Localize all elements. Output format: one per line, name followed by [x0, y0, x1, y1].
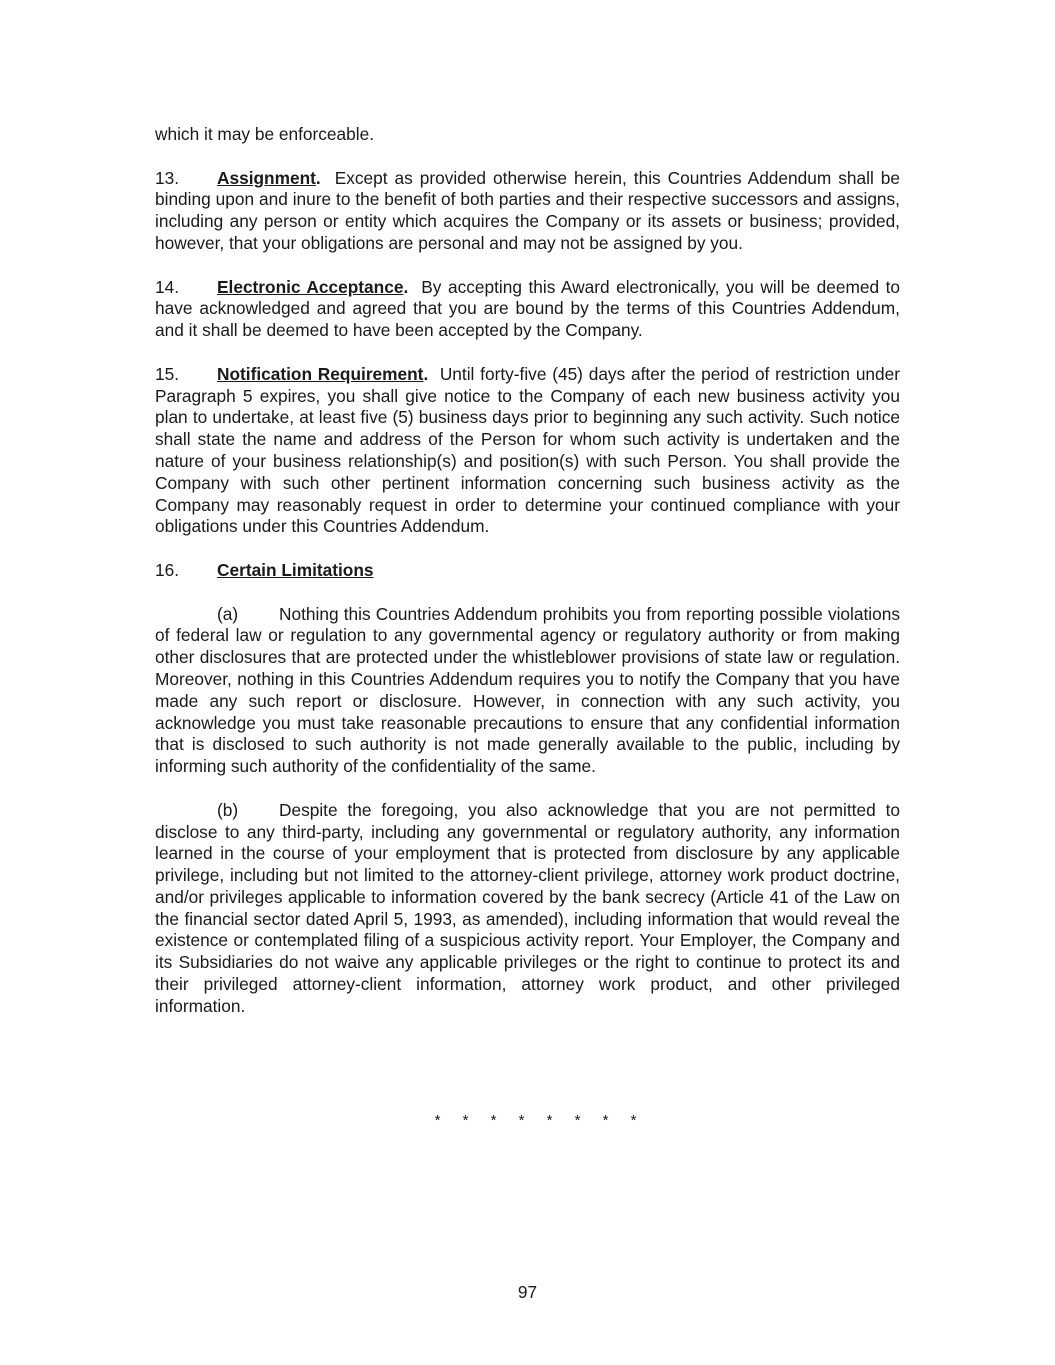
subsection-label: (a)	[217, 603, 239, 624]
section-text: Except as provided otherwise herein, this Countries Addendum shall be binding upon and inure to the benefit of both parties and their respective successors and assigns, including any person or entity which acquires the Company or its assets or business; provided, however, that your obligations are personal and may not be assigned by you.	[155, 167, 900, 253]
section-text: Until forty-five (45) days after the period of restriction under Paragraph 5 expires, you shall give notice to the Company of each new business activity you plan to undertake, at least five (5) business days prior to beginning any such activity. Such notice shall state the name and address of the Person for whom such activity is undertaken and the nature of your business relationship(s) and position(s) with such Person. You shall provide the Company with such other pertinent information concerning such business activity as the Company may reasonably request in order to determine your continued compliance with your obligations under this Countries Addendum.	[155, 363, 901, 537]
section-heading: Electronic Acceptance	[217, 276, 404, 297]
section-13-paragraph	[155, 168, 900, 255]
section-14-paragraph	[155, 277, 900, 342]
section-text: By accepting this Award electronically, you will be deemed to have acknowledged and agreed that you are bound by the terms of this Countries Addendum, and it shall be deemed to have been accepted by the Company.	[155, 276, 900, 341]
intro-paragraph: which it may be enforceable.	[155, 124, 375, 144]
section-number: 13.	[155, 167, 180, 188]
section-number: 16.	[155, 559, 180, 580]
page-number: 97	[517, 1282, 538, 1302]
heading-period: .	[423, 363, 429, 384]
document-body	[155, 124, 900, 1039]
subsection-a-paragraph	[155, 604, 900, 778]
subsection-text: Nothing this Countries Addendum prohibits you from reporting possible violations of federal law or regulation to any governmental agency or regulatory authority or from making other disclosures that are protected under the whistleblower provisions of state law or regulation. Moreover, nothing in this Countries Addendum requires you to notify the Company that you have made any such report or disclosure. However, in connection with any such activity, you acknowledge you must take reasonable precautions to ensure that any confidential information that is disclosed to such authority is not made generally available to the public, including by informing such authority of the confidentiality of the same.	[155, 603, 900, 777]
section-number: 14.	[155, 276, 180, 297]
section-16-paragraph	[155, 560, 900, 582]
heading-period: .	[315, 167, 321, 188]
section-15-paragraph	[155, 364, 900, 538]
heading-period: .	[403, 276, 409, 297]
subsection-text: Despite the foregoing, you also acknowledge that you are not permitted to disclose to any third-party, including any governmental or regulatory authority, any information learned in the course of your employment that is protected from disclosure by any applicable privilege, including but not limited to the attorney-client privilege, attorney work product doctrine, and/or privileges applicable to information covered by the bank secrecy (Article 41 of the Law on the financial sector dated April 5, 1993, as amended), including information that would reveal the existence or contemplated filing of a suspicious activity report. Your Employer, the Company and its Subsidiaries do not waive any applicable privileges or the right to continue to protect its and their privileged attorney-client information, attorney work product, and other privileged information.	[155, 799, 900, 1016]
section-heading: Certain Limitations	[217, 559, 374, 580]
section-number: 15.	[155, 363, 180, 384]
section-heading: Assignment	[217, 167, 316, 188]
subsection-b-paragraph	[155, 800, 900, 1018]
subsection-label: (b)	[217, 799, 239, 820]
section-separator: * * * * * * * *	[434, 1112, 646, 1129]
section-heading: Notification Requirement	[217, 363, 424, 384]
